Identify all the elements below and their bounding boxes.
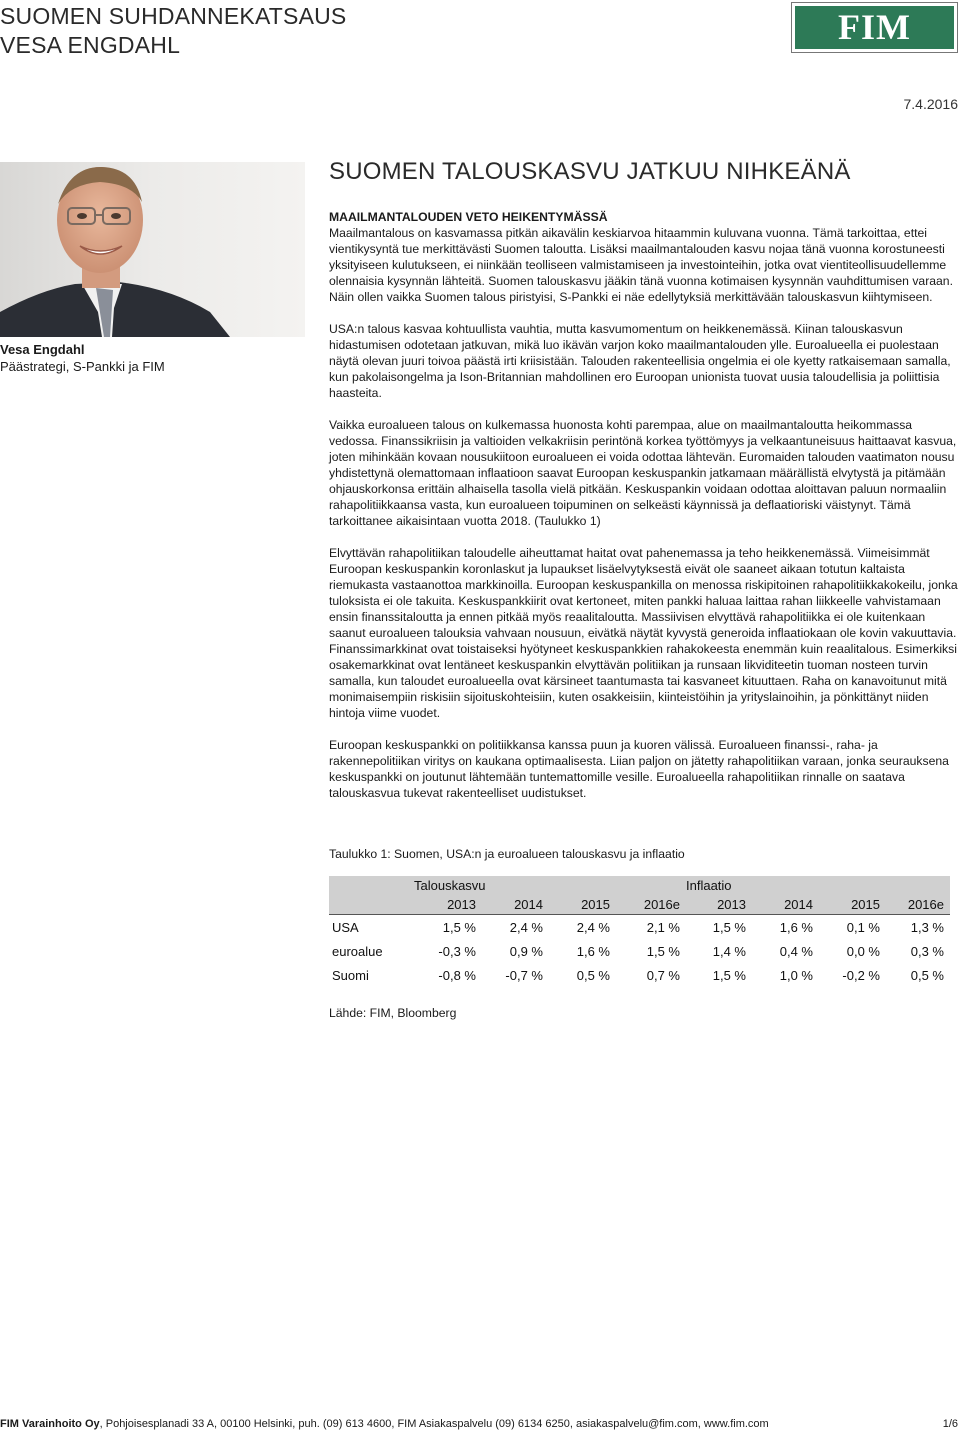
table-cell: -0,2 % <box>842 967 880 983</box>
article-paragraph: Euroopan keskuspankki on politiikkansa kanssa puun ja kuoren välissä. Euroalueen finanssi-, raha- ja rakennepolitiikan viritys on kaukana optimaalisesta. Liian paljon on jätetty rahapolitiikan varaan, jonka seurauksena keskuspankki on joutunut lähtemään tuntemattomille vesille. Euroalueella rahapolitiikan rinnalle on saatava talouskasvua tukevat rakenteelliset uudistukset. <box>329 738 949 800</box>
table-cell: 0,1 % <box>846 919 880 935</box>
report-author-title: VESA ENGDAHL <box>0 32 181 58</box>
table-cell: 0,7 % <box>646 967 680 983</box>
report-date: 7.4.2016 <box>903 96 958 112</box>
article-body <box>329 209 959 801</box>
table-row-label: Suomi <box>332 967 369 983</box>
table-row-label: euroalue <box>332 943 383 959</box>
table-year-header: 2015 <box>549 895 616 915</box>
table-cell: -0,3 % <box>438 943 476 959</box>
table-cell: 0,5 % <box>576 967 610 983</box>
table-cell: 0,4 % <box>779 943 813 959</box>
page-footer <box>0 1418 960 1430</box>
table-cell: 0,9 % <box>509 943 543 959</box>
table-row <box>329 939 950 963</box>
table-cell: 1,3 % <box>910 919 944 935</box>
table-cell: 0,3 % <box>910 943 944 959</box>
table-cell: 2,4 % <box>576 919 610 935</box>
author-block <box>0 341 165 375</box>
table-year-header: 2014 <box>752 895 819 915</box>
table-cell: 0,0 % <box>846 943 880 959</box>
fim-logo <box>791 2 958 53</box>
table-group-growth: Talouskasvu <box>414 876 686 895</box>
table-year-header: 2016e <box>616 895 686 915</box>
article-paragraph: Elvyttävän rahapolitiikan taloudelle aiheuttamat haitat ovat pahenemassa ja teho heikkenemässä. Viimeisimmät Euroopan keskuspankin koronlaskut ja lupaukset lisäelvytyksestä eivät ole saaneet aikaan totutun kaltaista riemukasta vastaanottoa markkinoilla. Euroopan keskuspankilla on menossa riskipitoinen rahapolitiikkakokeilu, jonka tuloksista ei ole takuita. Keskuspankkiirit ovat kertoneet, miten pankki haluaa laittaa rahan liikkeelle vahvistamaan ensin finanssitaloutta ja ennen pitkää myös reaalitaloutta. Massiivisen elvyttävä rahapolitiikka ei ole kuitenkaan saanut euroalueen talouksia vahvaan nousuun, eivätkä näytät kyvystä generoida inflaatiokaan ole kovin vakuuttavia. Finanssimarkkinat ovat toistaiseksi hyötyneet keskuspankkien rahakokeesta enemmän kuin reaalitalous. Esimerkiksi osakemarkkinat ovat lentäneet keskuspankin elvyttävän politiikan ja runsaan likviditeetin tuoman nosteen turvin samalla, kun taloudet euroalueella ovat kärsineet taantumasta tai kasvaneet kituuttaen. Raha on kanavoitunut mitä monimaisempiin riskisiin sijoituskohteisiin, kuten osakkeisiin, kiinteistöihin ja yrityslainoihin, ja pönkittänyt niiden hintoja viime vuodet. <box>329 546 958 720</box>
article-subheading: MAAILMANTALOUDEN VETO HEIKENTYMÄSSÄ <box>329 210 608 224</box>
growth-inflation-table <box>329 876 950 987</box>
fim-logo-text: FIM <box>795 6 954 49</box>
table-cell: 1,6 % <box>576 943 610 959</box>
table-year-header: 2014 <box>482 895 549 915</box>
article-title: SUOMEN TALOUSKASVU JATKUU NIHKEÄNÄ <box>329 158 851 185</box>
table-cell: 1,0 % <box>779 967 813 983</box>
page-number: 1/6 <box>942 1418 958 1430</box>
table-group-inflation: Inflaatio <box>686 876 950 895</box>
table-cell: 0,5 % <box>910 967 944 983</box>
report-series-title: SUOMEN SUHDANNEKATSAUS <box>0 3 347 29</box>
table-group-header-row <box>329 876 950 895</box>
footer-company: FIM Varainhoito Oy <box>0 1418 100 1430</box>
table-cell: 1,5 % <box>712 967 746 983</box>
table-year-header: 2015 <box>819 895 886 915</box>
table-cell: 1,5 % <box>712 919 746 935</box>
table-header-blank <box>329 895 414 915</box>
article-paragraph: USA:n talous kasvaa kohtuullista vauhtia, mutta kasvumomentum on heikkenemässä. Kiinan talouskasvun hidastumisen odotetaan jatkuvan, mikä luo ikävän varjon koko maailmantalouden ylle. Euroalueella ei puolestaan näytä olevan juuri toivoa päästä irti kriisistään. Talouden rakenteellisia ongelmia ei ole kyetty ratkaisemaan samalla, kun pakolaisongelma ja Ison-Britannian mahdollinen ero Euroopan unionista tuovat uusia taloudellisia ja poliittisia haasteita. <box>329 322 951 400</box>
table-cell: 2,4 % <box>509 919 543 935</box>
table-cell: 1,4 % <box>712 943 746 959</box>
table-cell: 1,6 % <box>779 919 813 935</box>
table-row <box>329 915 950 940</box>
article-paragraph: Maailmantalous on kasvamassa pitkän aikavälin keskiarvoa hitaammin kuluvana vuonna. Tämä tarkoittaa, ettei vientikysyntä tue merkittävästi Suomen taloutta. Lisäksi maailmantalouden kasvu nojaa tänä vuonna korostuneesti yksityiseen kulutukseen, ei niinkään teolliseen valmistamiseen ja investointeihin, jotka ovat vientiteollisuudellemme olennaisia kysynnän lähteitä. Suomen talouskasvu jääkin tänä vuonna kotimaisen kysynnän vauhdittumisen varaan. Näin ollen vaikka Suomen talous piristyisi, S-Pankki ei näe edellytyksiä merkittävään talouskasvun kiihtymiseen. <box>329 226 953 304</box>
report-header <box>0 2 346 60</box>
article-paragraph: Vaikka euroalueen talous on kulkemassa huonosta kohti parempaa, alue on maailmantaloutta heikommassa vedossa. Finanssikriisin ja valtioiden velkakriisin perintönä korkea työttömyys ja velkaantuneisuus haittaavat kasvua, joten mihinkään kovaan nousukiitoon euroalueen ei voida odottaa lähtevän. Euromaiden talouden vaatimaton nousu yhdistettynä olemattomaan inflaatioon saavat Euroopan keskuspankin jatkamaan määrällistä elvytystä ja pitämään ohjauskorkonsa erittäin alhaisella tasolla vielä pitkään. Keskuspankin voidaan odottaa aloittavan paluun normaaliin rahapolitiikkaansa vasta, kun euroalueen toipuminen on selkeästi käynnissä ja deflaatioriski väistynyt. Tämä tarkoittanee aikaisintaan vuotta 2018. (Taulukko 1) <box>329 418 957 528</box>
author-portrait-image <box>0 162 305 337</box>
table-cell: -0,8 % <box>438 967 476 983</box>
table-cell: 2,1 % <box>646 919 680 935</box>
table-row <box>329 963 950 987</box>
author-role: Päästrategi, S-Pankki ja FIM <box>0 359 165 374</box>
table-row-label: USA <box>332 919 359 935</box>
table-year-header: 2013 <box>414 895 482 915</box>
table-cell: -0,7 % <box>505 967 543 983</box>
table-year-header: 2016e <box>886 895 950 915</box>
table-cell: 1,5 % <box>442 919 476 935</box>
table-cell: 1,5 % <box>646 943 680 959</box>
footer-contact-details: , Pohjoisesplanadi 33 A, 00100 Helsinki, puh. (09) 613 4600, FIM Asiakaspalvelu (09) 6134 6250, asiakaspalvelu@fim.com, www.fim.com <box>99 1418 769 1430</box>
author-photo <box>0 162 305 337</box>
table-source: Lähde: FIM, Bloomberg <box>329 1006 457 1020</box>
author-name: Vesa Engdahl <box>0 342 85 357</box>
table-header-blank <box>329 876 414 895</box>
table-caption: Taulukko 1: Suomen, USA:n ja euroalueen talouskasvu ja inflaatio <box>329 847 685 861</box>
table-year-header: 2013 <box>686 895 752 915</box>
table-year-header-row <box>329 895 950 915</box>
